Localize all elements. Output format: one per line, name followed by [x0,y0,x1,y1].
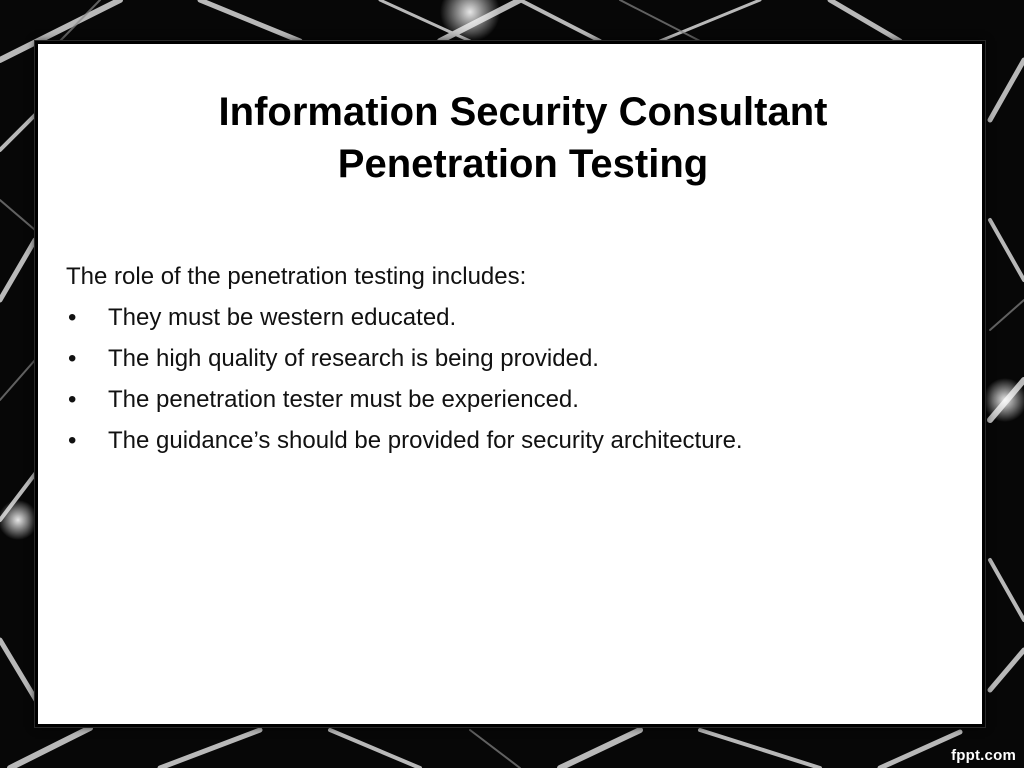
slide-content-card [35,41,985,727]
bullet-icon: • [68,427,77,454]
list-item [66,379,966,420]
footer-watermark: fppt.com [951,747,1016,764]
bullet-text: The guidance’s should be provided for security architecture. [108,427,743,454]
bullet-text: They must be western educated. [108,304,457,331]
slide-title [38,86,1008,190]
title-line-2: Penetration Testing [337,142,709,186]
intro-text: The role of the penetration testing includes: [66,263,527,290]
slide-body [66,256,966,461]
bullet-icon: • [68,304,77,331]
list-item [66,338,966,379]
bullet-list [66,297,966,461]
title-line-1: Information Security Consultant [218,90,828,134]
list-item [66,420,966,461]
bullet-icon: • [68,386,77,413]
bullet-icon: • [68,345,77,372]
bullet-text: The penetration tester must be experienced. [108,386,579,413]
list-item [66,297,966,338]
bullet-text: The high quality of research is being provided. [108,345,599,372]
